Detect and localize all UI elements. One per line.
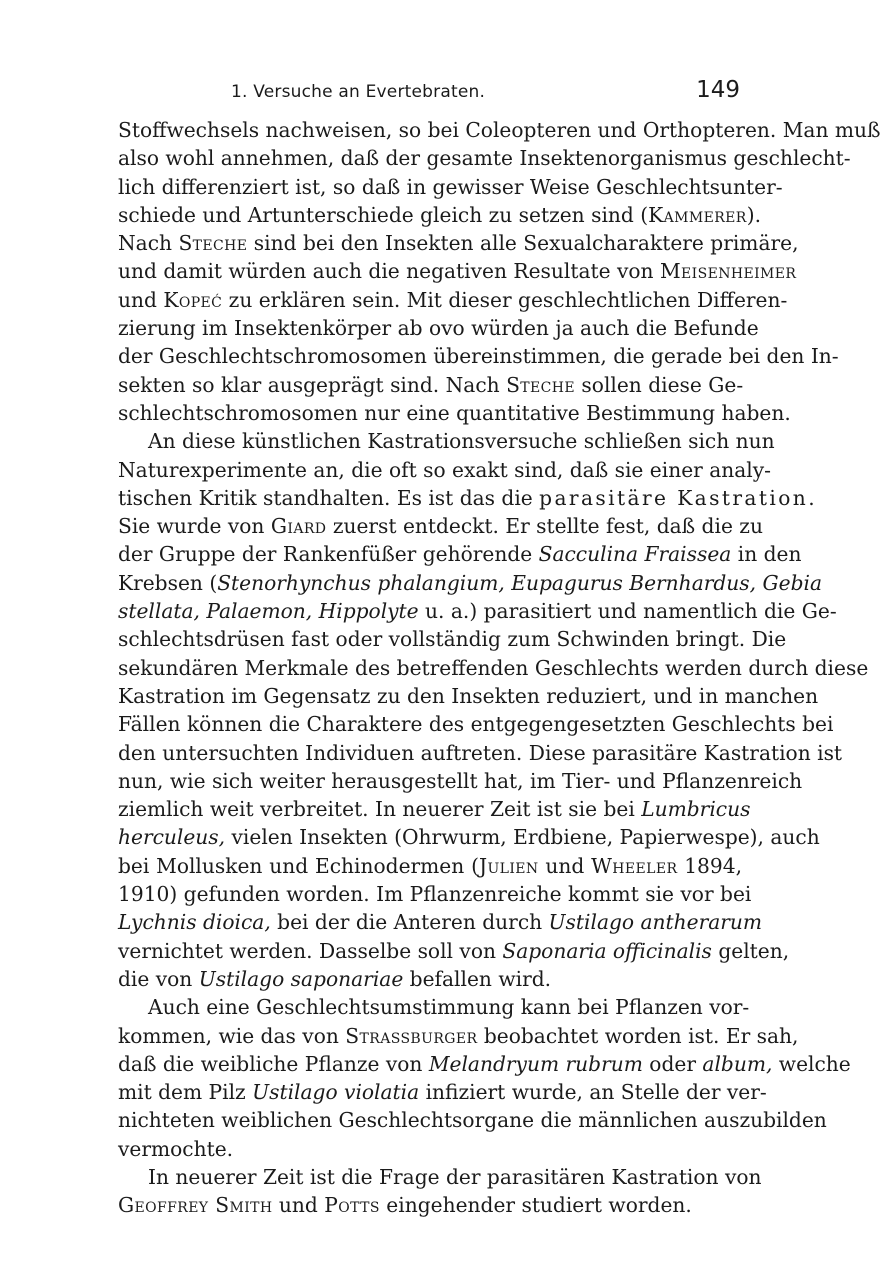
text-line [118,937,790,965]
author-name: Kopeć [163,287,223,312]
text-line [118,1078,767,1106]
text-run: befallen wird. [403,966,552,991]
text-line [118,1022,799,1050]
author-name: Strassburger [345,1023,478,1048]
text-line [118,654,869,682]
italic-text: Ustilago violatia [252,1080,420,1105]
text-line [118,484,815,512]
italic-text: Lumbricus [641,797,751,822]
text-run: Stoffwechsels nachweisen, so bei Coleopteren und Orthopteren. Man muß [118,118,881,142]
text-run: sind bei den Insekten alle Sexualcharaktere primäre, [247,231,799,256]
author-name: Geoffrey Smith [118,1193,273,1218]
author-name: Wheeler [591,853,678,878]
text-line [118,512,763,540]
text-run: der Geschlechtschromosomen übereinstimmen, die gerade bei den In- [118,344,839,369]
text-run: Nach [118,231,179,256]
text-line [118,342,839,370]
text-line [118,456,771,484]
text-run: gelten, [711,938,790,963]
text-line [118,116,881,144]
text-run: Krebsen ( [118,570,218,595]
text-run: Fällen können die Charaktere des entgegengesetzten Geschlechts bei [118,712,834,737]
author-name: Meisenheimer [659,259,797,284]
italic-text: herculeus, [118,825,226,850]
text-line [118,625,787,653]
text-run: vernichtet werden. Dasselbe soll von [118,938,503,963]
text-run: ziemlich weit verbreitet. In neuerer Zeit ist sie bei [118,797,642,822]
text-line [118,795,751,823]
author-name: Kammerer [648,202,747,227]
text-run: welche [772,1051,851,1076]
text-run: . [808,485,815,510]
text-run: sekundären Merkmale des betreffenden Geschlechts werden durch diese [118,655,869,680]
author-name: Potts [324,1193,380,1218]
author-name: Giard [270,514,327,539]
text-run: ). [746,202,762,227]
text-run: tischen Kritik standhalten. Es ist das die [118,485,540,510]
text-line [118,569,822,597]
text-line [118,965,742,993]
text-line [118,257,797,285]
text-run: den untersuchten Individuen auftreten. Diese parasitäre Kastration ist [118,740,843,765]
text-line [118,682,819,710]
italic-text: Ustilago antherarum [548,910,763,935]
text-line [118,173,783,201]
text-run: daß die weibliche Pflanze von [118,1051,429,1076]
italic-text: Melandryum rubrum [428,1051,643,1076]
text-run: nichteten weiblichen Geschlechtsorgane die männlichen auszubilden [118,1108,827,1133]
text-run: Auch eine Geschlechtsumstimmung kann bei Pflanzen vor- [148,995,750,1020]
text-line [118,739,843,767]
text-line [118,201,762,229]
text-run: Kastration im Gegensatz zu den Insekten reduziert, und in manchen [118,683,819,708]
text-line [118,540,802,568]
text-run: Sie wurde von [118,514,271,539]
text-run: bei Mollusken und Echinodermen ( [118,853,479,878]
text-run: schlechtsdrüsen fast oder vollständig zum Schwinden bringt. Die [118,627,787,652]
text-line [118,286,788,314]
text-line [118,1191,742,1219]
text-run: 1894, [677,853,743,878]
text-run: In neuerer Zeit ist die Frage der parasitären Kastration von [148,1164,762,1189]
text-line [118,427,775,455]
italic-text: Lychnis dioica, [118,910,271,935]
text-line [118,993,750,1021]
text-run: und [538,853,592,878]
page-header [118,77,740,110]
text-run: vielen Insekten (Ohrwurm, Erdbiene, Papierwespe), auch [225,825,820,850]
text-line [118,1163,762,1191]
body-text [118,116,881,1220]
text-line [118,710,834,738]
italic-text: album, [702,1051,773,1076]
text-run: der Gruppe der Rankenfüßer gehörende [118,542,539,567]
text-run: die von [118,966,199,991]
author-name: Steche [178,231,248,256]
text-run: und [118,287,164,312]
text-run: vermochte. [118,1136,234,1161]
running-title: 1. Versuche an Evertebraten. [231,82,486,102]
text-run: also wohl annehmen, daß der gesamte Insektenorganismus geschlecht- [118,146,851,171]
text-line [118,1050,851,1078]
text-line [118,1106,827,1134]
text-run: lich differenziert ist, so daß in gewisser Weise Geschlechtsunter- [118,174,783,199]
italic-text: Stenorhynchus phalangium, Eupagurus Bernhardus, Gebia [217,570,822,595]
text-run: mit dem Pilz [118,1080,253,1105]
italic-text: stellata, Palaemon, Hippolyte [118,599,419,624]
italic-text: Saponaria officinalis [502,938,712,963]
text-run: nun, wie sich weiter herausgestellt hat, im Tier- und Pflanzenreich [118,768,803,793]
text-run: beobachtet worden ist. Er sah, [477,1023,799,1048]
text-line [118,597,837,625]
text-line [118,880,752,908]
text-run: sekten so klar ausgeprägt sind. Nach [118,372,507,397]
text-line [118,823,820,851]
text-run: 1910) gefunden worden. Im Pflanzenreiche kommt sie vor bei [118,882,752,907]
text-line [118,229,799,257]
text-line [118,371,742,399]
text-run: und damit würden auch die negativen Resultate von [118,259,660,284]
italic-text: Ustilago saponariae [198,966,404,991]
page-number: 149 [696,77,740,103]
emphasized-text: parasitäre Kastration [539,485,809,510]
text-run: u. a.) parasitiert und namentlich die Ge- [418,599,837,624]
text-run: und [272,1193,325,1218]
text-run: bei der die Anteren durch [270,910,549,935]
text-run: eingehender studiert worden. [379,1193,692,1218]
text-line [118,399,791,427]
text-run: sollen diese Ge- [575,372,744,397]
text-run: schiede und Artunterschiede gleich zu setzen sind ( [118,202,649,227]
text-run: schlechtschromosomen nur eine quantitative Bestimmung haben. [118,400,791,425]
author-name: Julien [478,853,539,878]
text-run: Naturexperimente an, die oft so exakt sind, daß sie einer analy- [118,457,771,482]
author-name: Steche [506,372,576,397]
text-run: zuerst entdeckt. Er stellte fest, daß die zu [326,514,763,539]
italic-text: Sacculina Fraissea [538,542,732,567]
text-line [118,908,763,936]
text-line [118,144,851,172]
text-run: kommen, wie das von [118,1023,346,1048]
text-run: in den [731,542,802,567]
text-line [118,1135,742,1163]
text-run: An diese künstlichen Kastrationsversuche schließen sich nun [148,429,775,454]
text-line [118,852,742,880]
text-line [118,314,759,342]
text-run: zierung im Insektenkörper ab ovo würden ja auch die Befunde [118,316,759,341]
text-run: infiziert wurde, an Stelle der ver- [419,1080,767,1105]
text-run: oder [642,1051,703,1076]
text-run: zu erklären sein. Mit dieser geschlechtlichen Differen- [222,287,788,312]
text-line [118,767,803,795]
